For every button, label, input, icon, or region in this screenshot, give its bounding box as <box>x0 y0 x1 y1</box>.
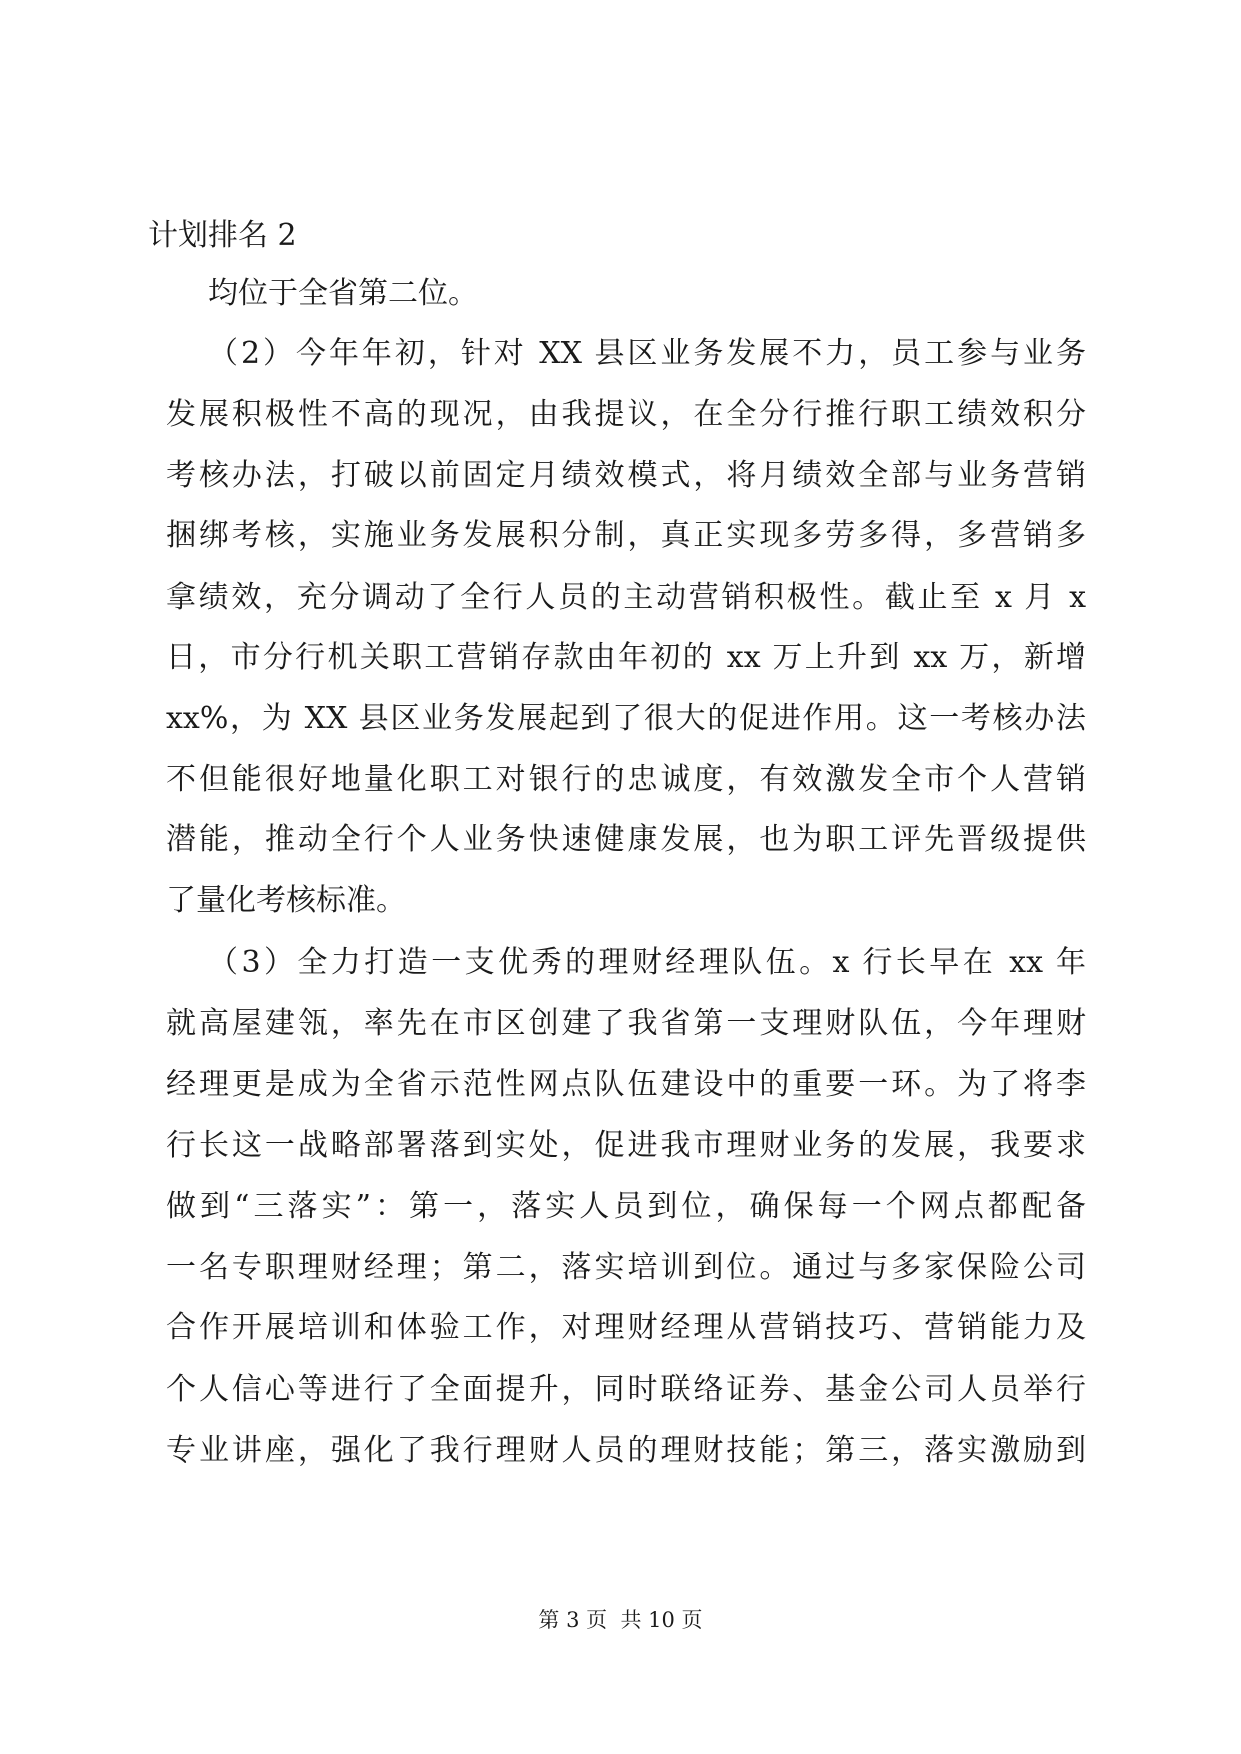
paragraph-line-14: 经理更是成为全省示范性网点队伍建设中的重要一环。为了将李 <box>166 1067 1086 1102</box>
paragraph-line-6: 拿绩效，充分调动了全行人员的主动营销积极性。截止至 x 月 x <box>166 580 1086 615</box>
paragraph-line-7: 日，市分行机关职工营销存款由年初的 xx 万上升到 xx 万，新增 <box>166 640 1086 675</box>
paragraph-line-5: 捆绑考核，实施业务发展积分制，真正实现多劳多得，多营销多 <box>166 518 1086 553</box>
paragraph-line-20: 专业讲座，强化了我行理财人员的理财技能；第三，落实激励到 <box>166 1433 1086 1468</box>
paragraph-line-17: 一名专职理财经理；第二，落实培训到位。通过与多家保险公司 <box>166 1250 1086 1285</box>
paragraph-line-19: 个人信心等进行了全面提升，同时联络证券、基金公司人员举行 <box>166 1372 1086 1407</box>
paragraph-line-15: 行长这一战略部署落到实处，促进我市理财业务的发展，我要求 <box>166 1128 1086 1163</box>
paragraph-line-1: 均位于全省第二位。 <box>208 276 478 311</box>
paragraph-line-10: 潜能，推动全行个人业务快速健康发展，也为职工评先晋级提供 <box>166 822 1086 857</box>
paragraph-line-11: 了量化考核标准。 <box>166 883 406 918</box>
paragraph-line-18: 合作开展培训和体验工作，对理财经理从营销技巧、营销能力及 <box>166 1310 1086 1345</box>
section-heading: 计划排名 2 <box>148 218 297 253</box>
paragraph-line-12: （3）全力打造一支优秀的理财经理队伍。x 行长早在 xx 年 <box>208 945 1086 980</box>
paragraph-line-16: 做到“三落实”：第一，落实人员到位，确保每一个网点都配备 <box>166 1189 1086 1224</box>
page-footer: 第 3 页 共 10 页 <box>538 1608 703 1632</box>
paragraph-line-2: （2）今年年初，针对 XX 县区业务发展不力，员工参与业务 <box>208 336 1086 371</box>
paragraph-line-9: 不但能很好地量化职工对银行的忠诚度，有效激发全市个人营销 <box>166 762 1086 797</box>
paragraph-line-8: xx%，为 XX 县区业务发展起到了很大的促进作用。这一考核办法 <box>166 701 1086 736</box>
paragraph-line-4: 考核办法，打破以前固定月绩效模式，将月绩效全部与业务营销 <box>166 458 1086 493</box>
paragraph-line-13: 就高屋建瓴，率先在市区创建了我省第一支理财队伍，今年理财 <box>166 1006 1086 1041</box>
paragraph-line-3: 发展积极性不高的现况，由我提议，在全分行推行职工绩效积分 <box>166 397 1086 432</box>
